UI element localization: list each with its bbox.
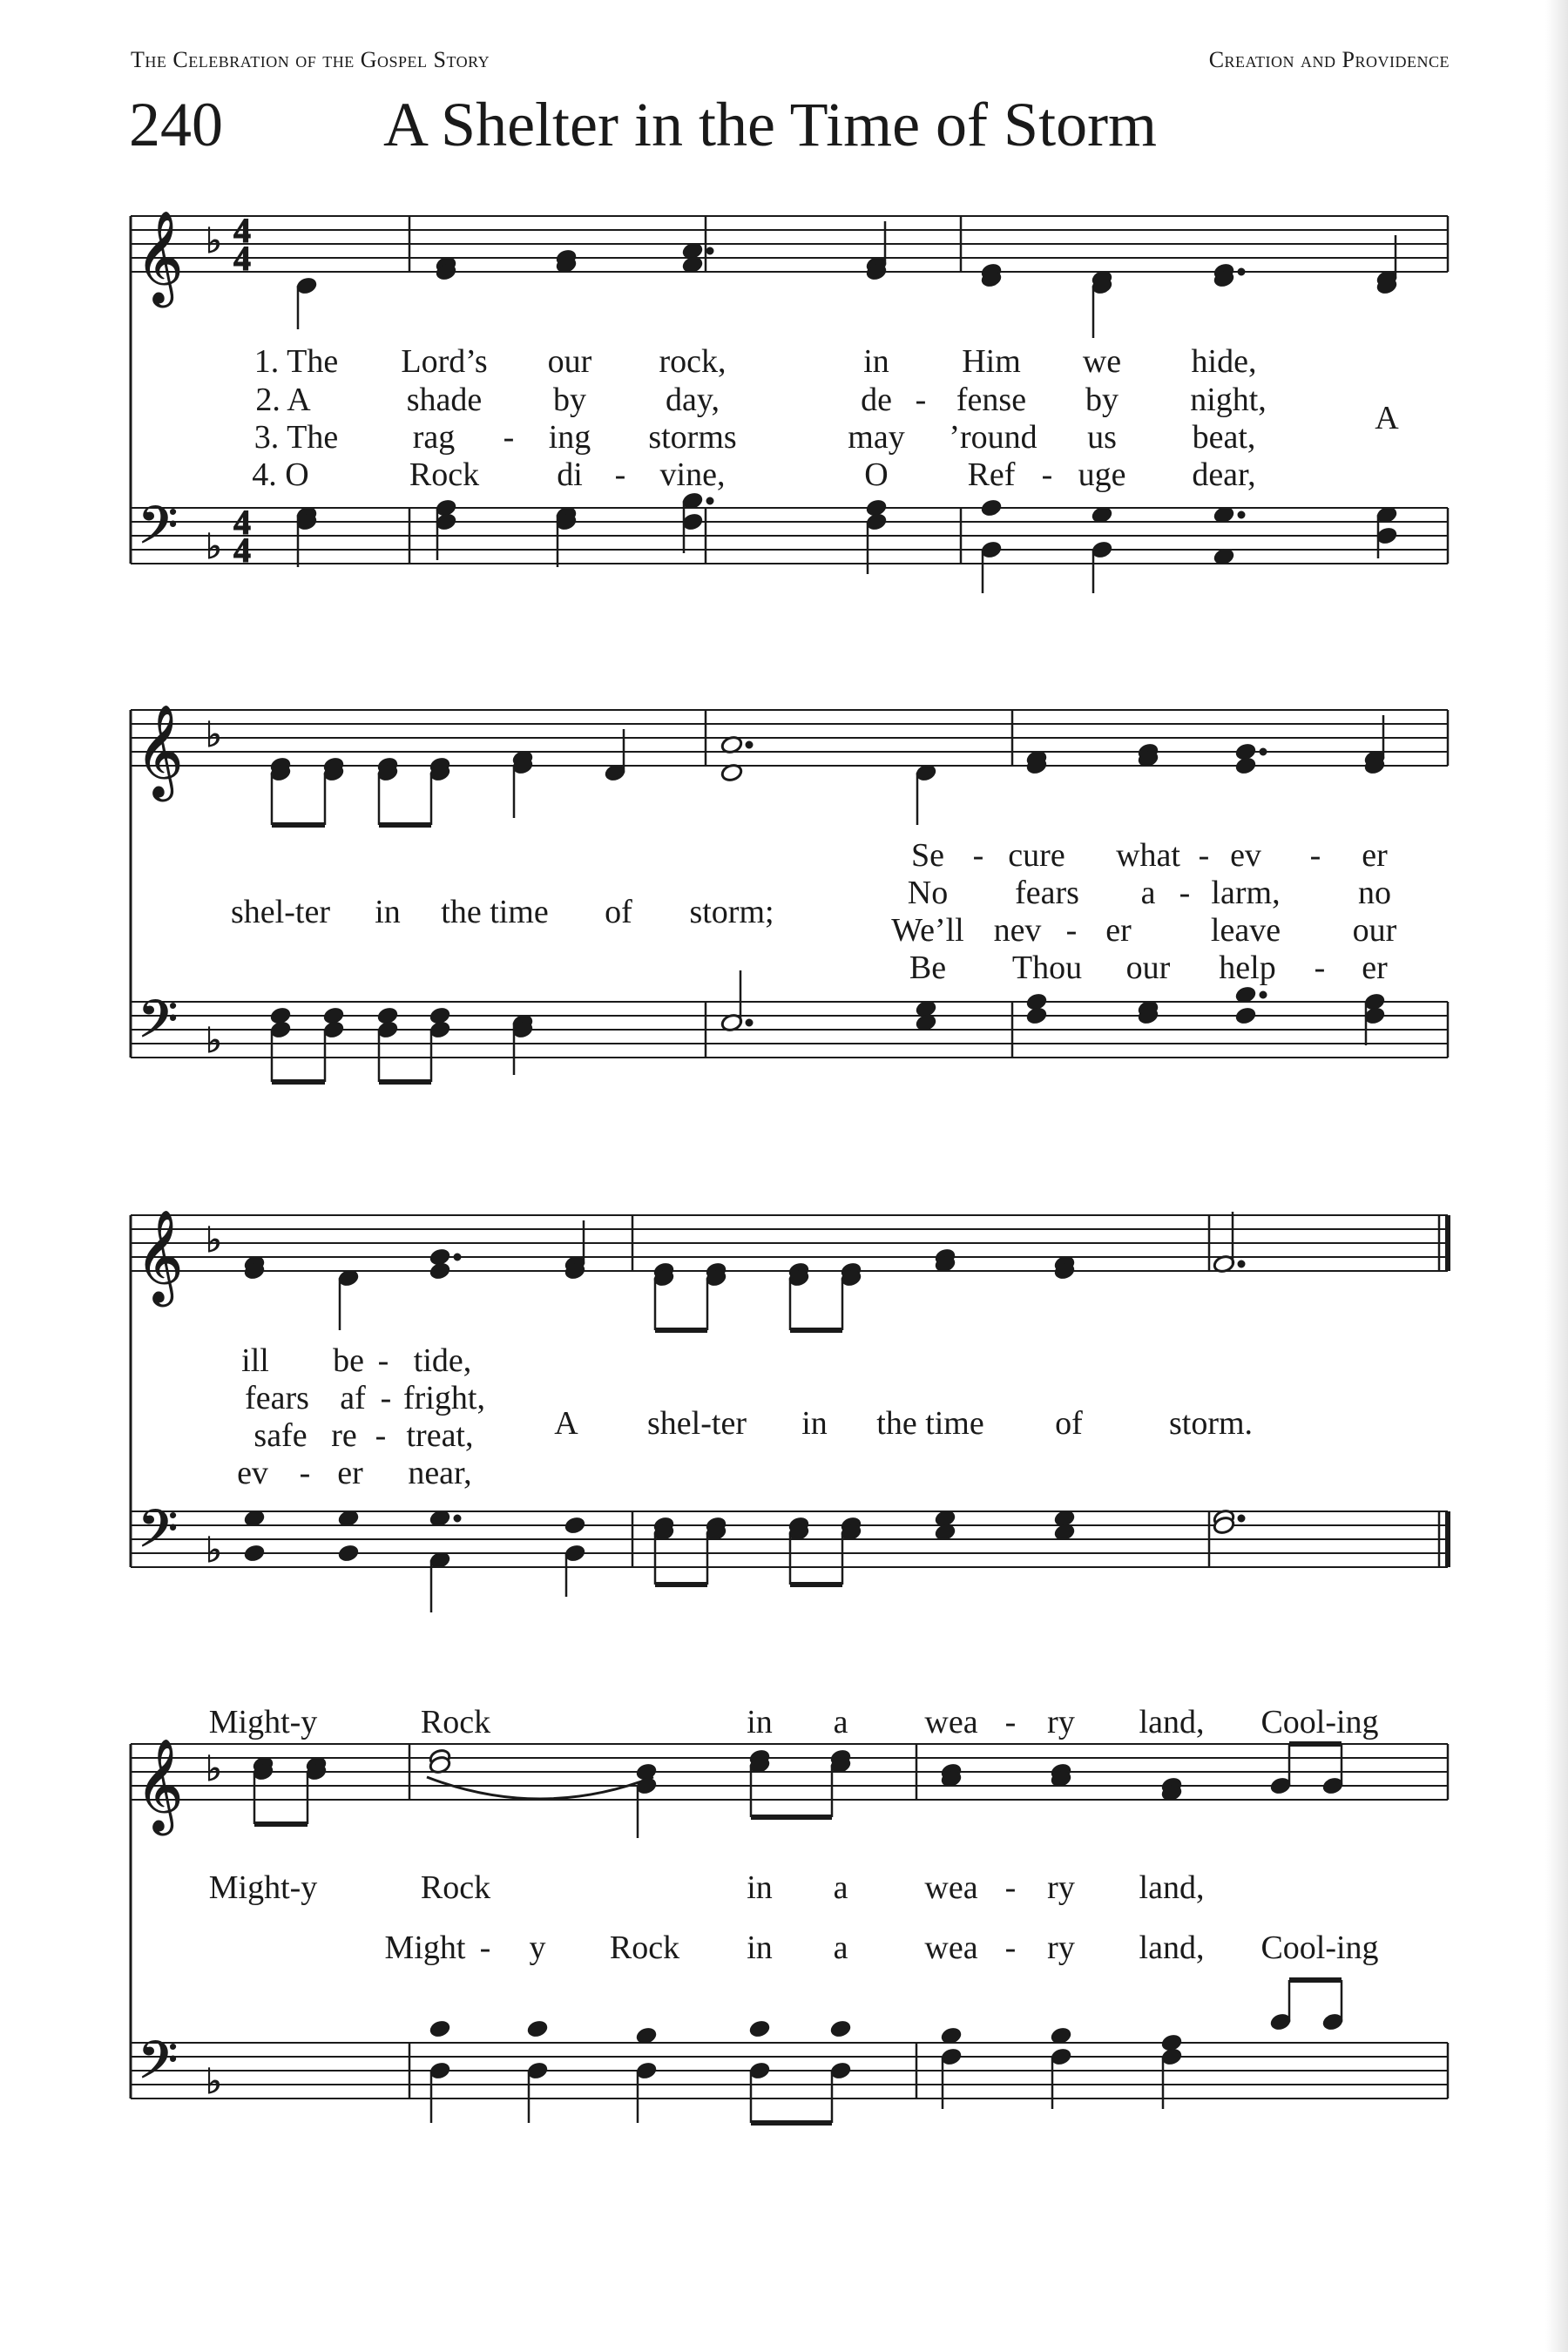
- lyric: -: [1309, 837, 1321, 874]
- dot: [1238, 511, 1245, 518]
- tie: [427, 1777, 653, 1799]
- lyric: of: [1055, 1405, 1083, 1442]
- dot: [1238, 1515, 1245, 1522]
- lyric: -: [1179, 875, 1191, 911]
- flat-sign-icon: ♭: [206, 1021, 222, 1061]
- lyric: Be: [909, 950, 947, 986]
- notehead: [1234, 1006, 1257, 1026]
- notehead: [564, 1516, 586, 1536]
- running-head-left: The Celebration of the Gospel Story: [131, 47, 490, 72]
- lyric: -: [1314, 950, 1326, 986]
- lyric: rag: [412, 419, 456, 456]
- lyric: fears: [245, 1380, 309, 1416]
- lyric: the time: [876, 1405, 984, 1442]
- lyric: storm;: [689, 894, 774, 930]
- lyric: by: [1085, 382, 1119, 418]
- bass-clef-icon: 𝄢: [138, 1498, 179, 1571]
- lyric: shel-ter: [231, 894, 330, 930]
- lyric: in: [747, 1869, 773, 1906]
- lyric: -: [503, 419, 515, 456]
- lyric: treat,: [406, 1417, 474, 1454]
- dot: [454, 1254, 461, 1260]
- lyric: night,: [1190, 382, 1267, 418]
- lyric: a: [833, 1704, 848, 1740]
- lyric: Rock: [420, 1869, 491, 1906]
- lyric: -: [380, 1380, 392, 1416]
- lyric: re: [331, 1417, 357, 1454]
- lyric: wea: [924, 1869, 978, 1906]
- treble-clef-icon: 𝄞: [136, 704, 184, 797]
- lyric: Rock: [420, 1704, 491, 1740]
- treble-clef-icon: 𝄞: [136, 1738, 184, 1831]
- lyric: -: [1198, 837, 1210, 874]
- lyric: storm.: [1168, 1405, 1254, 1442]
- lyric: A: [554, 1405, 578, 1442]
- time-signature-bottom: 4: [233, 531, 251, 570]
- lyric: safe: [253, 1417, 308, 1454]
- lyric: -: [915, 382, 927, 418]
- lyric: Might-y: [208, 1869, 318, 1906]
- flat-sign-icon: ♭: [206, 527, 222, 567]
- lyric: O: [864, 456, 889, 493]
- flat-sign-icon: ♭: [206, 1749, 222, 1789]
- lyric: nev: [993, 912, 1042, 949]
- lyric: -: [479, 1930, 491, 1966]
- lyric: help: [1219, 950, 1276, 986]
- lyric: y: [529, 1930, 546, 1966]
- notehead: [980, 498, 1003, 518]
- lyric: be: [333, 1342, 364, 1379]
- lyric: cure: [1008, 837, 1065, 874]
- flat-sign-icon: ♭: [206, 1531, 222, 1571]
- bass-clef-icon: 𝄢: [138, 2030, 179, 2103]
- lyric: fense: [956, 382, 1027, 418]
- lyric-pickup: A: [1375, 400, 1399, 436]
- time-signature-bottom: 4: [233, 239, 251, 278]
- lyric: We’ll: [891, 912, 964, 949]
- lyric: in: [375, 894, 401, 930]
- page-edge-shadow: [1545, 0, 1568, 2352]
- lyric: we: [1082, 343, 1122, 380]
- time-signature-top: 4: [233, 503, 251, 542]
- notehead: [1234, 756, 1257, 776]
- lyric: wea: [924, 1930, 978, 1966]
- lyric: tide,: [413, 1342, 472, 1379]
- lyric: ill: [241, 1342, 269, 1379]
- lyric: -: [972, 837, 984, 874]
- lyric: di: [557, 456, 583, 493]
- hymn-number: 240: [129, 90, 223, 159]
- notehead: [243, 1544, 266, 1564]
- lyric: day,: [666, 382, 720, 418]
- hymn-title: A Shelter in the Time of Storm: [383, 90, 1158, 159]
- lyric: af: [340, 1380, 366, 1416]
- lyric: de: [861, 382, 892, 418]
- notehead: [429, 1261, 451, 1281]
- lyric: shade: [406, 382, 483, 418]
- lyric: -: [614, 456, 626, 493]
- lyric: a: [833, 1869, 848, 1906]
- lyric: Se: [911, 837, 944, 874]
- lyric: our: [547, 343, 592, 380]
- lyric: -: [1041, 456, 1053, 493]
- treble-clef-icon: 𝄞: [136, 210, 184, 303]
- notehead: [1025, 1006, 1048, 1026]
- lyric: rock,: [659, 343, 727, 380]
- lyric: of: [605, 894, 632, 930]
- lyric: Rock: [609, 1930, 680, 1966]
- notehead: [429, 2019, 451, 2039]
- lyric: Might: [384, 1930, 466, 1966]
- lyric: 4. O: [252, 456, 309, 493]
- flat-sign-icon: ♭: [206, 2062, 222, 2102]
- lyric: a: [833, 1930, 848, 1966]
- lyric: ry: [1047, 1704, 1075, 1740]
- lyric: -: [1004, 1704, 1017, 1740]
- lyric: er: [1362, 950, 1388, 986]
- lyric: Thou: [1011, 950, 1083, 986]
- lyric: us: [1087, 419, 1117, 456]
- lyric: 2. A: [255, 382, 311, 418]
- lyric: er: [1362, 837, 1388, 874]
- dot: [706, 497, 713, 504]
- lyric: ev: [1230, 837, 1261, 874]
- lyric: our: [1125, 950, 1171, 986]
- lyric: land,: [1139, 1930, 1205, 1966]
- lyric: Cool-ing: [1260, 1930, 1379, 1966]
- bass-clef-icon: 𝄢: [138, 495, 179, 568]
- lyric: may: [848, 419, 905, 456]
- flat-sign-icon: ♭: [206, 1220, 222, 1260]
- lyric: wea: [924, 1704, 978, 1740]
- lyric: er: [337, 1455, 363, 1491]
- lyric: shel-ter: [647, 1405, 747, 1442]
- lyric: no: [1358, 875, 1391, 911]
- lyric: fears: [1015, 875, 1079, 911]
- lyric: hide,: [1191, 343, 1257, 380]
- lyric: the time: [441, 894, 549, 930]
- lyric: vine,: [659, 456, 726, 493]
- dot: [706, 247, 713, 254]
- notehead: [337, 1544, 360, 1564]
- lyric: -: [1065, 912, 1078, 949]
- time-signature-top: 4: [233, 211, 251, 250]
- lyric: Ref: [967, 456, 1016, 493]
- lyric: ’round: [949, 419, 1037, 456]
- lyric: near,: [408, 1455, 472, 1491]
- running-head-right: Creation and Providence: [1208, 47, 1450, 72]
- flat-sign-icon: ♭: [206, 221, 222, 261]
- lyric: ry: [1047, 1869, 1075, 1906]
- lyric: in: [863, 343, 889, 380]
- dot: [1238, 268, 1245, 275]
- flat-sign-icon: ♭: [206, 715, 222, 755]
- lyric: ing: [548, 419, 591, 456]
- dot: [1260, 991, 1267, 998]
- lyric: in: [747, 1930, 773, 1966]
- lyric: land,: [1139, 1869, 1205, 1906]
- lyric: leave: [1210, 912, 1281, 949]
- lyric: Lord’s: [401, 343, 488, 380]
- lyric: Cool-ing: [1260, 1704, 1379, 1740]
- lyric: in: [801, 1405, 828, 1442]
- lyric: -: [375, 1417, 387, 1454]
- lyric: 1. The: [253, 343, 339, 380]
- lyric: ev: [237, 1455, 268, 1491]
- dot: [454, 1515, 461, 1522]
- lyric: Might-y: [208, 1704, 318, 1740]
- notehead: [526, 2019, 549, 2039]
- dot: [1260, 748, 1267, 755]
- lyric: ry: [1047, 1930, 1075, 1966]
- lyric: uge: [1078, 456, 1126, 493]
- lyric: larm,: [1211, 875, 1281, 911]
- lyric: -: [377, 1342, 389, 1379]
- lyric: Him: [962, 343, 1021, 380]
- dot: [1238, 1260, 1245, 1267]
- treble-clef-icon: 𝄞: [136, 1209, 184, 1302]
- lyric: fright,: [403, 1380, 485, 1416]
- lyric: land,: [1139, 1704, 1205, 1740]
- lyric: er: [1105, 912, 1132, 949]
- lyric: what: [1116, 837, 1180, 874]
- notehead: [748, 2019, 771, 2039]
- lyric: -: [1004, 1930, 1017, 1966]
- notehead: [829, 2019, 852, 2039]
- lyric: by: [553, 382, 586, 418]
- lyric: 3. The: [253, 419, 339, 456]
- lyric: -: [1004, 1869, 1017, 1906]
- lyric: beat,: [1192, 419, 1256, 456]
- lyric: our: [1352, 912, 1397, 949]
- dot: [746, 741, 753, 748]
- lyric: storms: [648, 419, 737, 456]
- lyric: in: [747, 1704, 773, 1740]
- bass-clef-icon: 𝄢: [138, 989, 179, 1062]
- lyric: No: [907, 875, 949, 911]
- dot: [746, 1019, 753, 1026]
- lyric: Rock: [409, 456, 480, 493]
- lyric: -: [299, 1455, 311, 1491]
- lyric: dear,: [1192, 456, 1256, 493]
- lyric: a: [1140, 875, 1156, 911]
